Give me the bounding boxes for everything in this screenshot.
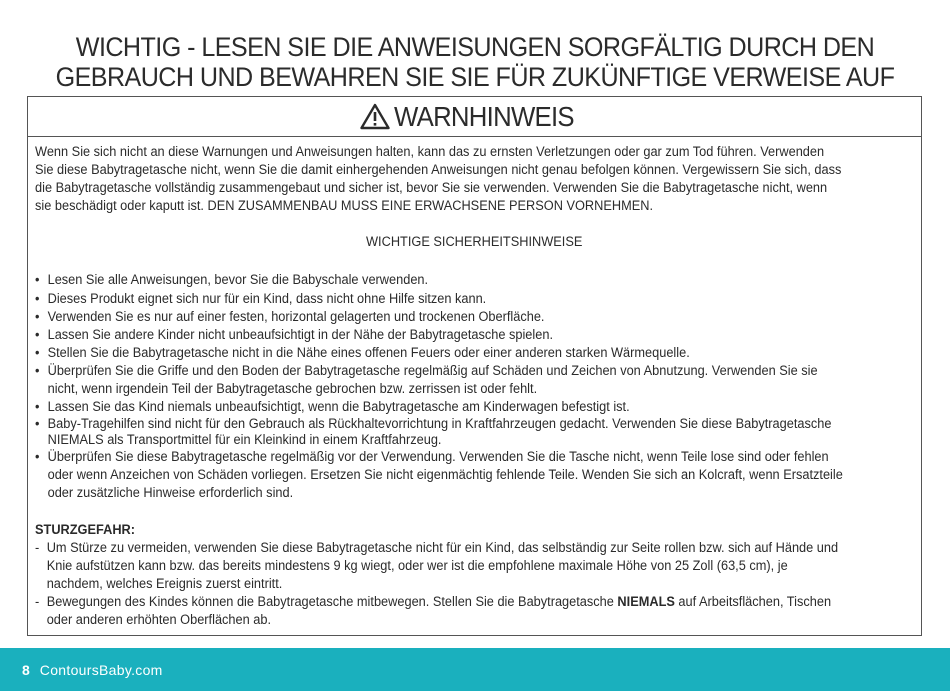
title-line-2: GEBRAUCH UND BEWAHREN SIE SIE FÜR ZUKÜNFTIGE VERWEISE AUF (55, 62, 895, 92)
list-item: • Dieses Produkt eignet sich nur für ein Kind, dass nicht ohne Hilfe sitzen kann. (35, 290, 845, 308)
page-number: 8 (22, 661, 30, 678)
warning-intro: Wenn Sie sich nicht an diese Warnungen und Anweisungen halten, kann das zu ernsten Verletzungen oder gar zum Tod führen. Verwenden Sie diese Babytragetasche nicht, wenn Sie die damit einhergehenden Anweisungen nicht genau befolgen können. Vergewissern Sie sich, dass die Babytragetasche vollständig zusammengebaut und sicher ist, bevor Sie sie verwenden. Verwenden Sie die Babytragetasche nicht, wenn sie beschädigt oder kaputt ist. DEN ZUSAMMENBAU MUSS EINE ERWACHSENE PERSON VORNEHMEN. (35, 144, 842, 215)
safety-heading: WICHTIGE SICHERHEITSHINWEISE (366, 234, 583, 251)
list-item: • Verwenden Sie es nur auf einer festen, horizontal gelagerten und trockenen Oberfläche. (35, 308, 845, 326)
list-item: • Stellen Sie die Babytragetasche nicht in die Nähe eines offenen Feuers oder einer anderen starken Wärmequelle. (35, 344, 845, 362)
page-title (33, 32, 917, 92)
warning-box (27, 96, 922, 636)
warning-triangle-icon (360, 103, 390, 130)
website-link[interactable]: ContoursBaby.com (39, 661, 163, 678)
list-item: • Lassen Sie andere Kinder nicht unbeaufsichtigt in der Nähe der Babytragetasche spielen. (35, 326, 845, 344)
list-item: • Lassen Sie das Kind niemals unbeaufsichtigt, wenn die Babytragetasche am Kinderwagen befestigt ist. (35, 398, 845, 416)
fall-hazard-list (35, 539, 845, 629)
list-item: • Baby-Tragehilfen sind nicht für den Gebrauch als Rückhaltevorrichtung in Kraftfahrzeugen gedacht. Verwenden Sie diese Babytragetasche NIEMALS als Transportmittel für ein Kleinkind in einem Kraftfahrzeug. (35, 416, 845, 448)
list-item: - Um Stürze zu vermeiden, verwenden Sie diese Babytragetasche nicht für ein Kind, das selbständig zur Seite rollen bzw. sich auf Hände und Knie aufstützen kann bzw. das bereits mindestens 9 kg wiegt, oder wer ist die empfohlene maximale Höhe von 25 Zoll (63,5 cm), je nachdem, welches Ereignis zuerst eintritt. (35, 539, 845, 593)
fall-item-text: Bewegungen des Kindes können die Babytragetasche mitbewegen. Stellen Sie die Babytragetasche (46, 593, 618, 610)
list-item: • Überprüfen Sie diese Babytragetasche regelmäßig vor der Verwendung. Verwenden Sie die Tasche nicht, wenn Teile lose sind oder fehlen oder wenn Anzeichen von Schäden vorliegen. Ersetzen Sie nicht eigenmächtig fehlende Teile. Wenden Sie sich an Kolcraft, wenn Ersatzteile oder zusätzliche Hinweise erforderlich sind. (35, 448, 845, 502)
list-item: • Lesen Sie alle Anweisungen, bevor Sie die Babyschale verwenden. (35, 271, 845, 289)
warning-heading: WARNHINWEIS (393, 100, 574, 132)
list-item: • Überprüfen Sie die Griffe und den Boden der Babytragetasche regelmäßig auf Schäden und Zeichen von Abnutzung. Verwenden Sie sie nicht, wenn irgendein Teil der Babytragetasche gebrochen bzw. zerrissen ist oder fehlt. (35, 362, 845, 398)
safety-list (35, 271, 845, 502)
list-item (35, 593, 845, 629)
warning-header (28, 97, 921, 137)
fall-item-emphasis: NIEMALS (617, 593, 675, 610)
footer-bar (0, 648, 950, 691)
fall-item-text-end: auf Arbeitsflächen, Tischen oder anderen erhöhten Oberflächen ab. (46, 593, 832, 628)
title-line-1: WICHTIG - LESEN SIE DIE ANWEISUNGEN SORGFÄLTIG DURCH DEN (75, 32, 875, 62)
fall-hazard-heading: STURZGEFAHR: (35, 521, 136, 538)
warning-content (35, 143, 845, 629)
